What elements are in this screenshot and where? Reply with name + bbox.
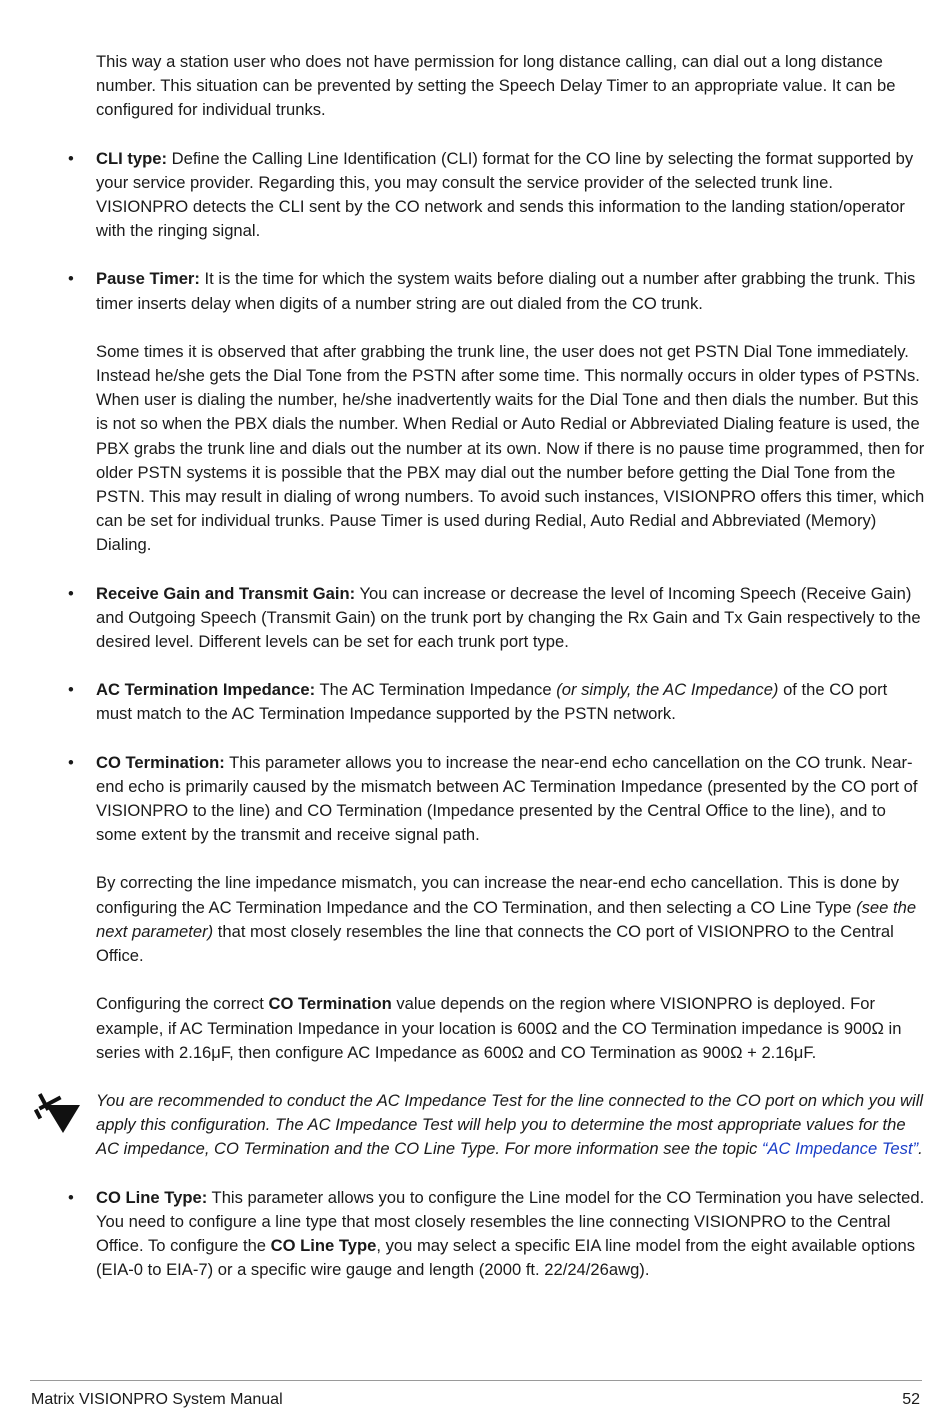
pause-timer-detail: Some times it is observed that after grabbing the trunk line, the user does not get PSTN Dial Tone immediately. Instead he/she gets the Dial Tone from the PSTN after some time. This normally occurs in older types of PSTNs. When user is dialing the number, he/she inadvertently waits for the Dial Tone and then dials the number. But this is not so when the PBX dials the number. When Redial or Auto Redial or Abbreviated Dialing feature is used, the PBX grabs the trunk line and dials out the number at its own. Now if there is no pause time programmed, then for older PSTN systems it is possible that the PBX may dial out the number before getting the Dial Tone from the PSTN. This may result in dialing of wrong numbers. To avoid such instances, VISIONPRO offers this timer, which can be set for individual trunks. Pause Timer is used during Redial, Auto Redial and Abbreviated (Memory) Dialing. xyxy=(96,341,925,555)
co-line-type-text-b: , you may select a specific EIA line model from the eight available options (EIA-0 to EIA-7) or a specific wire gauge and length (2000 ft. 22/24/26awg). xyxy=(96,1235,916,1280)
intro-paragraph: This way a station user who does not have permission for long distance calling, can dial out a long distance number. This situation can be prevented by setting the Speech Delay Timer to an appropriate value. It can be configured for individual trunks. xyxy=(96,52,896,120)
co-termination-p3-bold: CO Termination xyxy=(268,994,392,1014)
term-cli-type: CLI type: xyxy=(96,148,167,168)
ac-impedance-text-a: The AC Termination Impedance xyxy=(315,680,557,700)
footer-divider xyxy=(30,1380,922,1381)
note-end: . xyxy=(918,1139,923,1159)
term-co-termination: CO Termination: xyxy=(96,752,225,772)
note-text: You are recommended to conduct the AC Impedance Test for the line connected to the CO port on which you will apply this configuration. The AC Impedance Test will help you to determine the most appropriate values for the AC impedance, CO Termination and the CO Line Type. For more information see the topic xyxy=(96,1090,924,1159)
term-co-line-type: CO Line Type: xyxy=(96,1187,208,1207)
footer-title: Matrix VISIONPRO System Manual xyxy=(31,1391,283,1408)
page-number: 52 xyxy=(902,1391,920,1408)
co-termination-p2-a: By correcting the line impedance mismatch, you can increase the near-end echo cancellation. This is done by configuring the AC Termination Impedance and the CO Termination, and then selecting a CO Line Type xyxy=(96,873,900,917)
co-termination-text: This parameter allows you to increase the near-end echo cancellation on the CO trunk. Near-end echo is primarily caused by the mismatch between AC Termination Impedance (presented by the CO port of VISIONPRO to the line) and CO Termination (Impedance presented by the Central Office to the line), and to some extent by the transmit and receive signal path. xyxy=(96,752,918,845)
gain-text: You can increase or decrease the level of Incoming Speech (Receive Gain) and Outgoing Speech (Transmit Gain) on the trunk port by changing the Rx Gain and Tx Gain respectively to the desired level. Different levels can be set for each trunk port type. xyxy=(96,583,921,652)
ac-impedance-text-b: of the CO port must match to the AC Termination Impedance supported by the PSTN network. xyxy=(96,680,888,724)
term-ac-impedance: AC Termination Impedance: xyxy=(96,680,316,700)
co-termination-paragraph-2 xyxy=(96,871,926,968)
note-block xyxy=(96,1089,926,1162)
bullet-dot: • xyxy=(68,269,74,289)
bullet-pause-timer xyxy=(68,267,926,315)
note-pin-icon xyxy=(34,1091,82,1135)
co-termination-p3-a: Configuring the correct xyxy=(96,994,269,1014)
bullet-ac-impedance xyxy=(68,678,926,726)
co-termination-p2-italic: (see the next parameter) xyxy=(96,897,917,941)
bullet-co-line-type xyxy=(68,1186,926,1283)
bullet-co-termination xyxy=(68,751,926,848)
co-termination-p3-b: value depends on the region where VISIONPRO is deployed. For example, if AC Termination Impedance in your location is 600Ω and the CO Termination impedance is 900Ω in series with 2.16μF, then configure AC Impedance as 600Ω and CO Termination as 900Ω + 2.16μF. xyxy=(96,994,902,1062)
cli-type-text: Define the Calling Line Identification (CLI) format for the CO line by selecting the format supported by your service provider. Regarding this, you may consult the service provider of the selected trunk line. VISIONPRO detects the CLI sent by the CO network and sends this information to the landing station/operator with the ringing signal. xyxy=(96,148,914,241)
bullet-dot: • xyxy=(68,583,74,603)
term-gain: Receive Gain and Transmit Gain: xyxy=(96,583,356,603)
bullet-cli-type xyxy=(68,147,926,244)
co-termination-paragraph-3 xyxy=(96,992,926,1065)
bullet-dot: • xyxy=(68,752,74,772)
bullet-dot: • xyxy=(68,148,74,168)
ac-impedance-test-link[interactable]: “AC Impedance Test” xyxy=(761,1139,919,1159)
bullet-gain xyxy=(68,582,926,655)
co-line-type-bold: CO Line Type xyxy=(270,1235,377,1255)
term-pause-timer: Pause Timer: xyxy=(96,269,200,289)
pause-timer-text: It is the time for which the system waits before dialing out a number after grabbing the trunk. This timer inserts delay when digits of a number string are out dialed from the CO trunk. xyxy=(96,269,916,313)
ac-impedance-italic: (or simply, the AC Impedance) xyxy=(556,680,779,700)
bullet-dot: • xyxy=(68,680,74,700)
co-line-type-text-a: This parameter allows you to configure the Line model for the CO Termination you have selected. You need to configure a line type that most closely resembles the line connecting VISIONPRO to the Central Office. To configure the xyxy=(96,1187,925,1255)
co-termination-p2-b: that most closely resembles the line that connects the CO port of VISIONPRO to the Central Office. xyxy=(96,921,894,966)
page-body xyxy=(0,50,950,1306)
bullet-dot: • xyxy=(68,1187,74,1207)
